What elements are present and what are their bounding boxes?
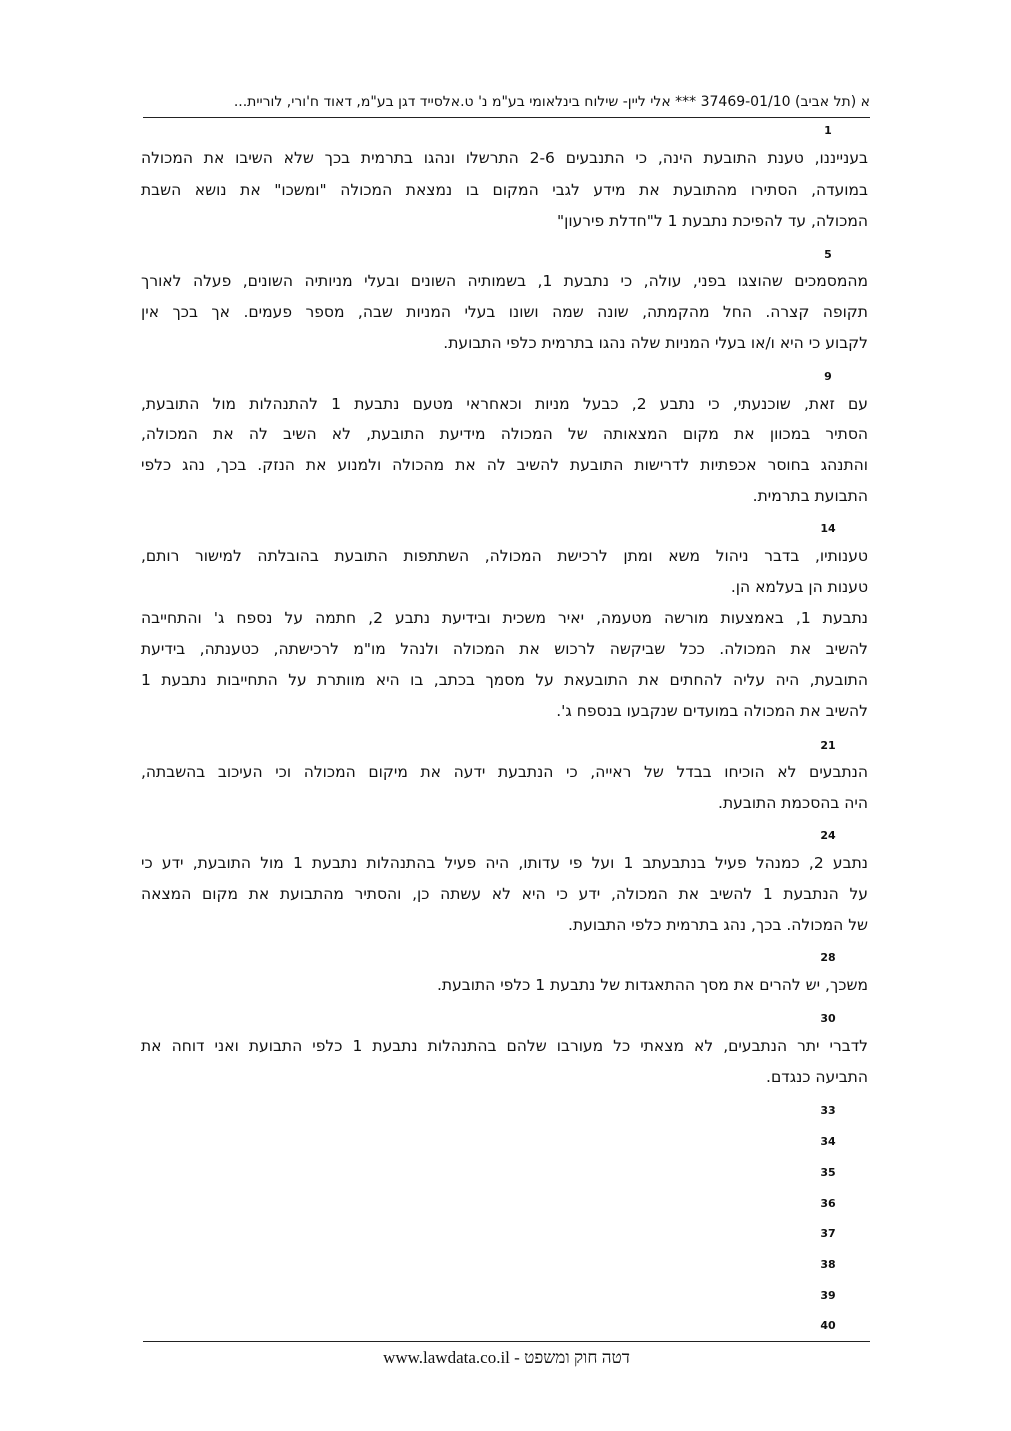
text-line: עם זאת, שוכנעתי, כי נתבע 2, כבעל מניות וכאחראי מטעם נתבעת 1 להתנהלות מול התובעת, xyxy=(141,395,868,413)
text-line: והתנהג בחוסר אכפתיות לדרישות התובעת להשיב לה את מהכולה ולמנוע את הנזק. בכך, נהג כלפי xyxy=(141,456,868,474)
text-line: התבועת בתרמית. xyxy=(752,487,868,505)
line-number: 36 xyxy=(820,1197,836,1210)
header-divider xyxy=(143,117,870,118)
text-line: התביעה כנגדם. xyxy=(766,1068,868,1086)
text-line: נתבע 2, כמנהל פעיל בנתבעתב 1 ועל פי עדותו, היה פעיל בהתנהלות נתבעת 1 מול התובעת, ידע כי xyxy=(141,854,868,872)
text-line: טענותיו, בדבר ניהול משא ומתן לרכישת המכולה, השתתפות התובעת בהובלתה למישור רותם, xyxy=(141,547,868,565)
line-number: 21 xyxy=(820,739,836,752)
text-line: להשיב את המכולה במועדים שנקבעו בנספח ג'. xyxy=(556,702,868,720)
line-number: 1 xyxy=(824,124,832,137)
line-number: 38 xyxy=(820,1258,836,1271)
text-line: בענייננו, טענת התובעת הינה, כי התנבעים 2-6 התרשלו ונהגו בתרמית בכך שלא השיבו את המכולה xyxy=(141,149,868,167)
line-number: 28 xyxy=(820,951,836,964)
line-number: 9 xyxy=(824,370,832,383)
line-number: 33 xyxy=(820,1104,836,1117)
line-number: 40 xyxy=(820,1319,836,1332)
text-line: נתבעת 1, באמצעות מורשה מטעמה, יאיר משכית ובידיעת נתבע 2, חתמה על נספח ג' והתחייבה xyxy=(141,609,868,627)
line-number: 34 xyxy=(820,1135,836,1148)
text-line: הנתבעים לא הוכיחו בבדל של ראייה, כי הנתבעת ידעה את מיקום המכולה וכי העיכוב בהשבתה, xyxy=(141,763,868,781)
text-line: מהמסמכים שהוצגו בפני, עולה, כי נתבעת 1, בשמותיה השונים ובעלי מניותיה השונים, פעלה לאורך xyxy=(141,272,868,290)
text-line: היה בהסכמת התובעת. xyxy=(718,794,868,812)
text-line: טענות הן בעלמא הן. xyxy=(730,578,868,596)
text-line: של המכולה. בכך, נהג בתרמית כלפי התבועת. xyxy=(568,916,868,934)
text-line: הסתיר במכוון את מקום המצאותה של המכולה מידיעת התובעת, לא השיב לה את המכולה, xyxy=(141,425,868,443)
line-number: 14 xyxy=(820,522,836,535)
line-number: 5 xyxy=(824,248,832,261)
text-line: התובעת, היה עליה להחתים את התובעאת על מסמך בכתב, בו היא מוותרת על התחייבות נתבעת 1 xyxy=(141,671,868,689)
footer-site: www.lawdata.co.il - דטה חוק ומשפט xyxy=(383,1348,630,1367)
text-line: במועדה, הסתירו מהתובעת את מידע לגבי המקום בו נמצאת המכולה "ומשכו" את נושא השבת xyxy=(141,181,868,199)
text-line: לקבוע כי היא ו/או בעלי המניות שלה נהגו בתרמית כלפי התבועת. xyxy=(443,334,868,352)
text-line: לדברי יתר הנתבעים, לא מצאתי כל מעורבו שלהם בהתנהלות נתבעת 1 כלפי התבועת ואני דוחה את xyxy=(141,1037,868,1055)
line-number: 30 xyxy=(820,1012,836,1025)
text-line: המכולה, עד להפיכת נתבעת 1 ל"חדלת פירעון" xyxy=(557,212,868,230)
text-line: להשיב את המכולה. ככל שביקשה לרכוש את המכולה ולנהל מו"מ לרכישתה, כטענתה, בידיעת xyxy=(141,640,868,658)
line-number: 37 xyxy=(820,1227,836,1240)
text-line: על הנתבעת 1 להשיב את המכולה, ידע כי היא לא עשתה כן, והסתיר מהתבועת את מקום המצאה xyxy=(141,885,868,903)
line-number: 35 xyxy=(820,1166,836,1179)
case-header: א (תל אביב) 37469-01/10 *** אלי ליין- שילוח בינלאומי בע"מ נ' ט.אלסייד דגן בע"מ, דאוד ח'ורי, לוריית... xyxy=(233,94,870,110)
line-number: 24 xyxy=(820,829,836,842)
text-line: משכך, יש להרים את מסך ההתאגדות של נתבעת 1 כלפי התובעת. xyxy=(436,976,868,994)
footer-divider xyxy=(143,1341,870,1342)
line-number: 39 xyxy=(820,1289,836,1302)
text-line: תקופה קצרה. החל מהקמתה, שונה שמה ושונו בעלי המניות שבה, מספר פעמים. אך בכך אין xyxy=(141,303,868,321)
